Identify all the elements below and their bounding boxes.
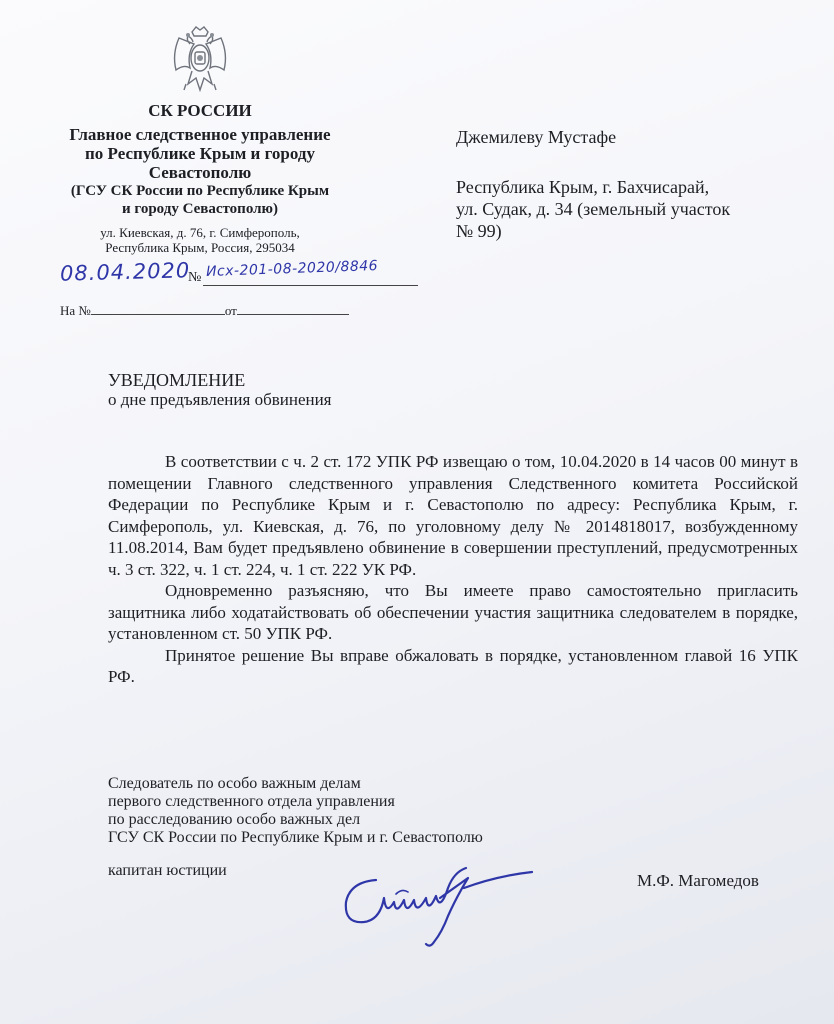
sender-head: СК РОССИИ: [148, 101, 252, 120]
sender-name-line: Главное следственное управление: [69, 125, 331, 144]
recipient-address-line: Республика Крым, г. Бахчисарай,: [456, 177, 710, 197]
reference-from-label: от: [224, 303, 237, 318]
recipient-address-line: ул. Судак, д. 34 (земельный участок: [456, 199, 731, 219]
signer-name: М.Ф. Магомедов: [637, 871, 759, 890]
reference-from-blank: [237, 302, 349, 315]
recipient-name: Джемилеву Мустафе: [456, 127, 617, 147]
signer-rank: капитан юстиции: [108, 862, 227, 879]
outgoing-number-label: №: [188, 270, 202, 285]
signer-position: [108, 775, 483, 847]
reference-line: [60, 302, 349, 319]
document-title: УВЕДОМЛЕНИЕ: [108, 370, 246, 390]
signer-position-line: Следователь по особо важным делам: [108, 775, 361, 792]
sender-name-line: по Республике Крым и городу: [85, 144, 315, 163]
sender-address-line: Республика Крым, Россия, 295034: [105, 240, 295, 255]
body-paragraph: Принятое решение Вы вправе обжаловать в порядке, установленном главой 16 УПК РФ.: [108, 645, 798, 686]
document-body: [108, 451, 798, 688]
recipient-address: [456, 176, 796, 242]
sender-address: [40, 225, 360, 255]
sender-name-line: Севастополю: [148, 163, 252, 182]
sender-abbreviation: [40, 182, 360, 218]
signer-position-line: ГСУ СК России по Республике Крым и г. Севастополю: [108, 829, 483, 846]
sender-abbr-line: и городу Севастополю): [122, 201, 278, 217]
body-paragraph: В соответствии с ч. 2 ст. 172 УПК РФ извещаю о том, 10.04.2020 в 14 часов 00 минут в помещении Главного следственного управления Следственного комитета Российской Федерации по Республике Крым и г. Севастополю по адресу: Республика Крым, г. Симферополь, ул. Киевская, д. 76, по уголовному делу № 2014818017, возбужденному 11.08.2014, Вам будет предъявлено обвинение в совершении преступлений, предусмотренных ч. 3 ст. 322, ч. 1 ст. 224, ч. 1 ст. 222 УК РФ.: [108, 452, 798, 579]
outgoing-number-underline: [203, 285, 418, 286]
reference-no-blank: [91, 302, 225, 315]
signer-position-line: по расследованию особо важных дел: [108, 811, 361, 828]
body-paragraph: Одновременно разъясняю, что Вы имеете право самостоятельно пригласить защитника либо ходатайствовать об обеспечении участия защитника следователем в порядке, установленном ст. 50 УПК РФ.: [108, 581, 798, 643]
sender-abbr-line: (ГСУ СК России по Республике Крым: [70, 183, 330, 199]
handwritten-signature-icon: [336, 858, 536, 950]
signer-position-line: первого следственного отдела управления: [108, 793, 395, 810]
document-subtitle: о дне предъявления обвинения: [108, 390, 332, 409]
reference-no-label: На №: [60, 303, 91, 318]
recipient-address-line: № 99): [456, 221, 502, 241]
sender-address-line: ул. Киевская, д. 76, г. Симферополь,: [100, 225, 300, 240]
outgoing-registration: [60, 258, 420, 288]
outgoing-date: 08.04.2020: [59, 258, 191, 286]
russian-coat-of-arms-icon: [162, 24, 238, 96]
sender-name: [40, 125, 360, 182]
outgoing-number: Исх-201-08-2020/8846: [205, 258, 379, 280]
